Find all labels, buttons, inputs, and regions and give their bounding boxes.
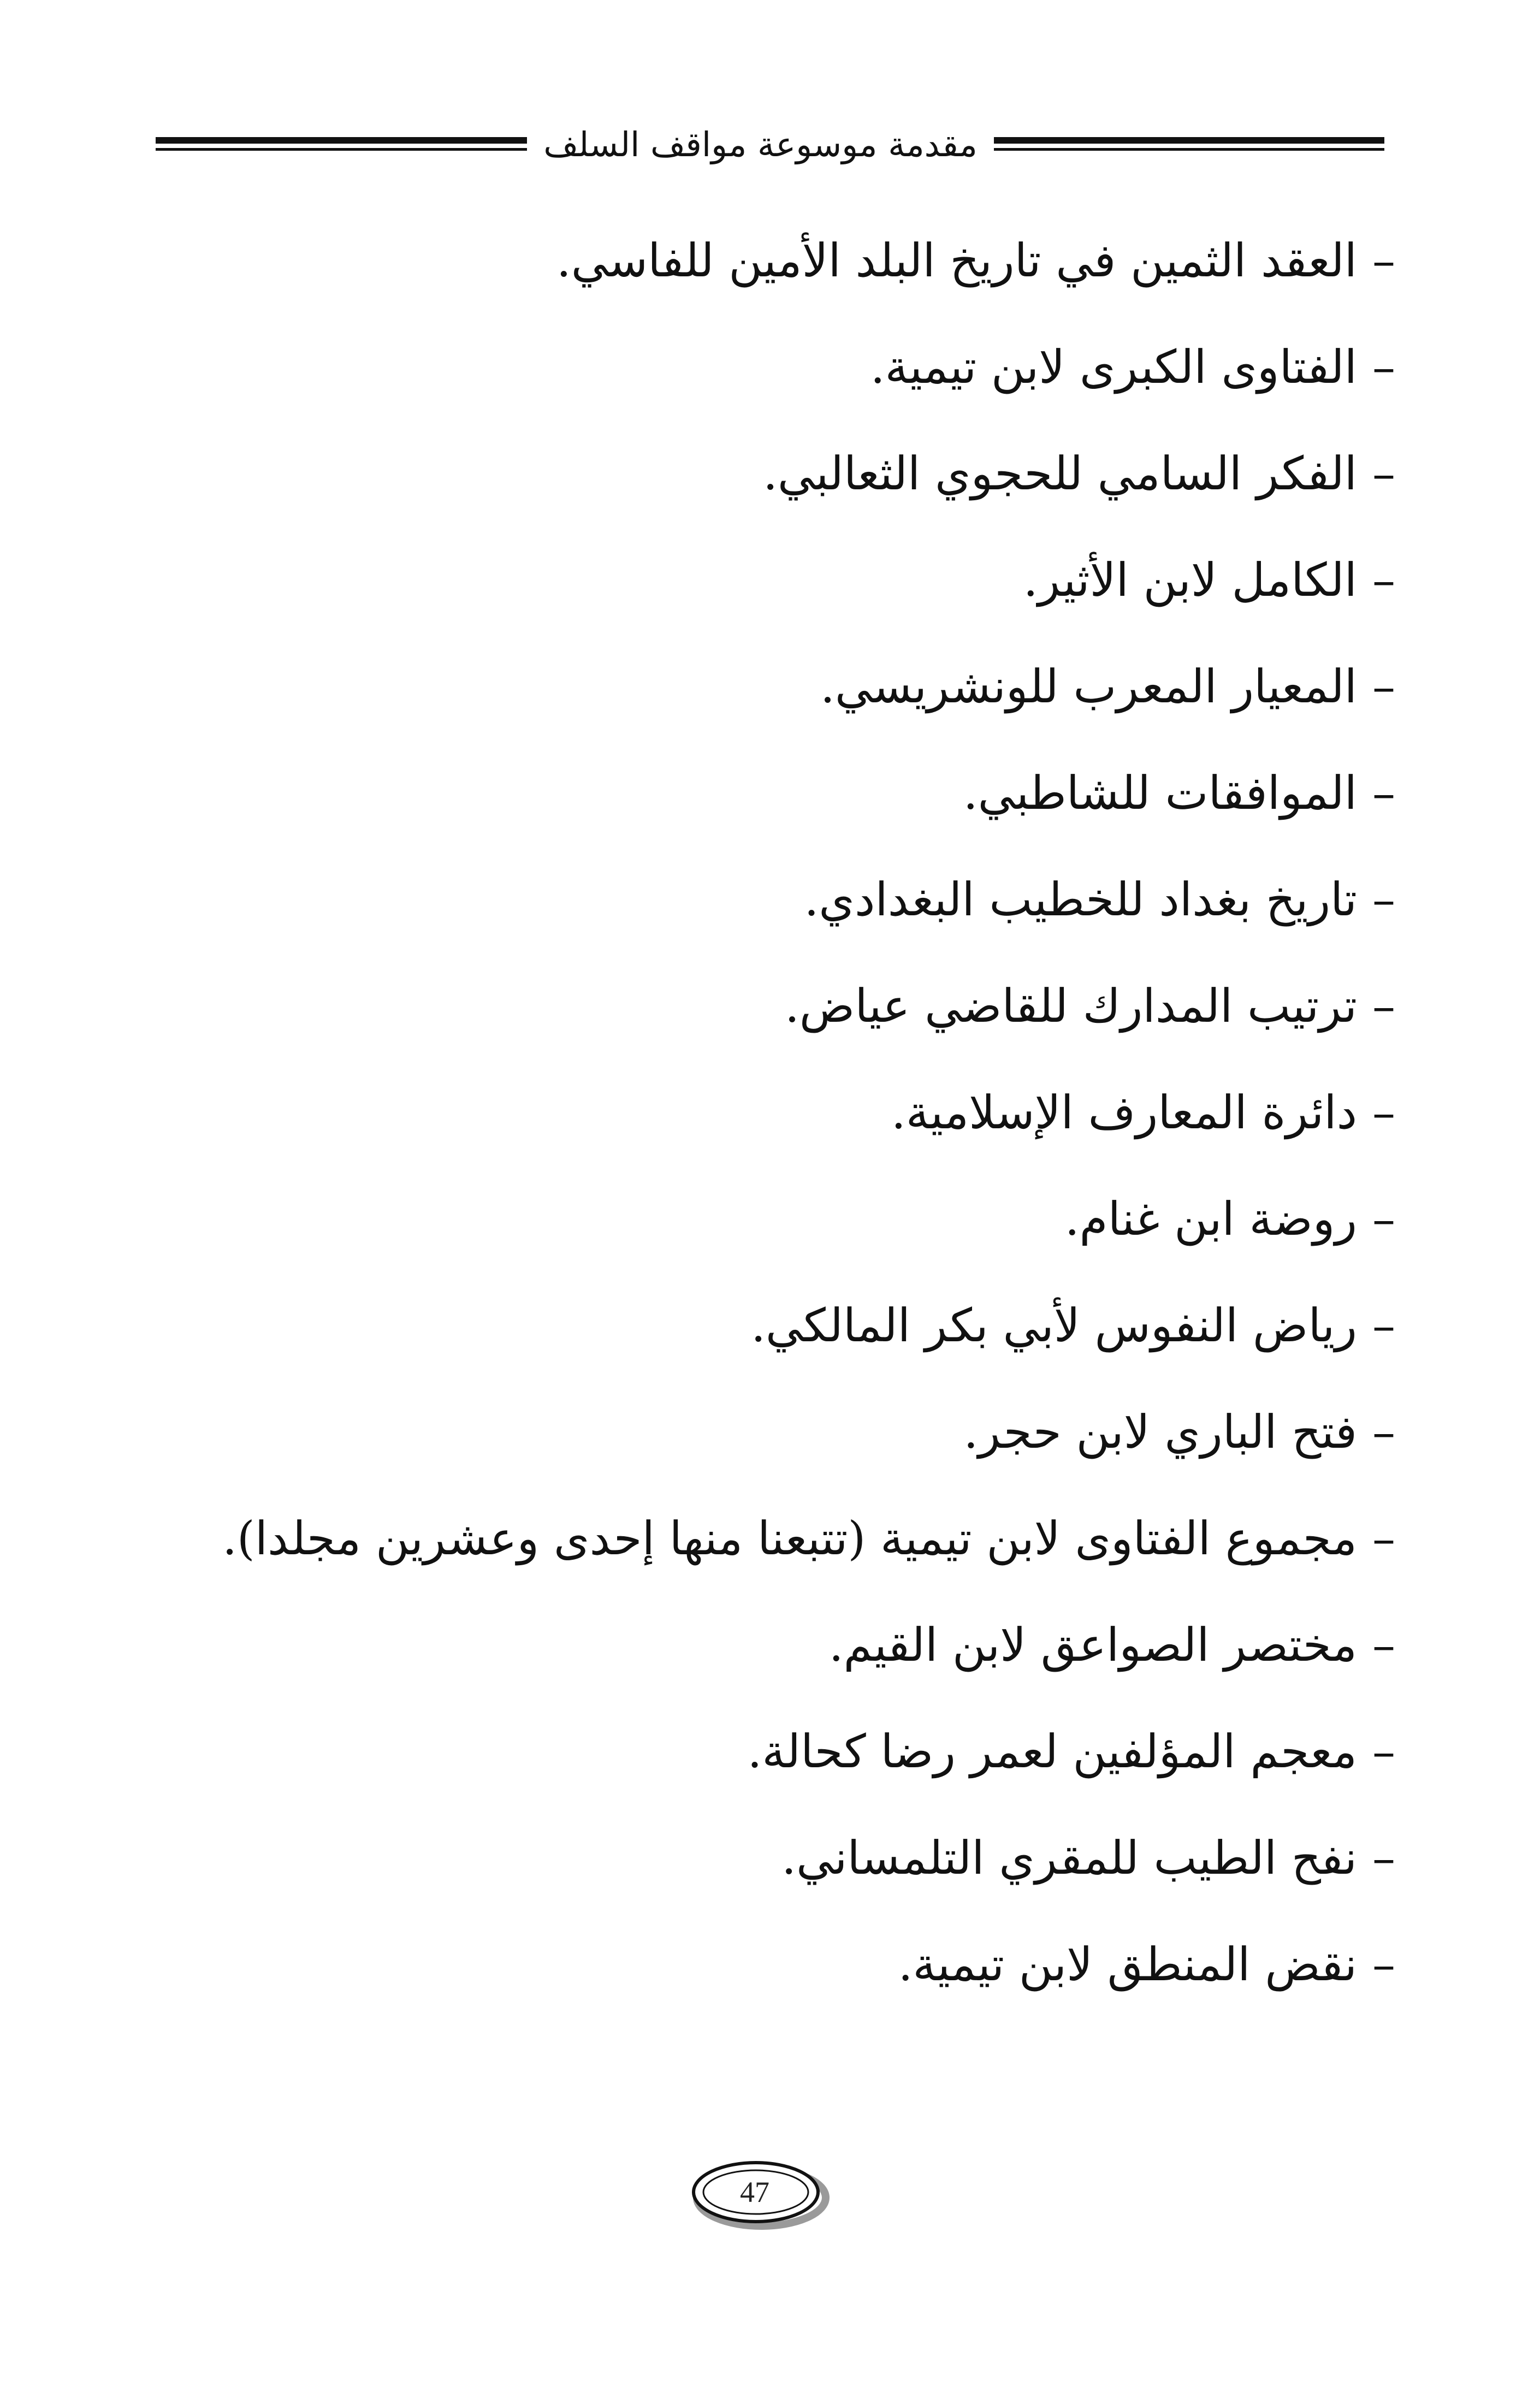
list-item bbox=[139, 1379, 1395, 1485]
page-number: 47 bbox=[740, 2176, 769, 2209]
reference-text: مجموع الفتاوى لابن تيمية (تتبعنا منها إحدى وعشرين مجلدا). bbox=[222, 1512, 1357, 1565]
header-rule-right bbox=[994, 137, 1384, 153]
reference-text: دائرة المعارف الإسلامية. bbox=[891, 1086, 1357, 1139]
list-bullet: – bbox=[1372, 447, 1395, 500]
reference-text: فتح الباري لابن حجر. bbox=[963, 1405, 1357, 1459]
list-bullet: – bbox=[1372, 1725, 1395, 1778]
header-rule-left bbox=[156, 137, 527, 153]
reference-text: الموافقات للشاطبي. bbox=[963, 766, 1357, 820]
reference-text: العقد الثمين في تاريخ البلد الأمين للفاسي. bbox=[556, 234, 1357, 287]
list-item bbox=[139, 314, 1395, 421]
list-item bbox=[139, 633, 1395, 740]
header-title: مقدمة موسوعة مواقف السلف bbox=[543, 125, 978, 164]
reference-text: تاريخ بغداد للخطيب البغدادي. bbox=[804, 873, 1357, 926]
list-bullet: – bbox=[1372, 340, 1395, 394]
list-item bbox=[139, 1911, 1395, 2018]
list-bullet: – bbox=[1372, 1405, 1395, 1459]
list-bullet: – bbox=[1372, 1618, 1395, 1672]
list-item bbox=[139, 1059, 1395, 1166]
reference-text: نفح الطيب للمقري التلمساني. bbox=[781, 1831, 1357, 1885]
reference-text: الكامل لابن الأثير. bbox=[1023, 553, 1357, 607]
reference-text: روضة ابن غنام. bbox=[1064, 1192, 1357, 1246]
reference-text: مختصر الصواعق لابن القيم. bbox=[828, 1618, 1357, 1672]
page-number-badge bbox=[689, 2158, 831, 2240]
list-bullet: – bbox=[1372, 873, 1395, 926]
list-item bbox=[139, 527, 1395, 633]
list-item bbox=[139, 1698, 1395, 1805]
reference-text: معجم المؤلفين لعمر رضا كحالة. bbox=[747, 1725, 1357, 1778]
list-bullet: – bbox=[1372, 1086, 1395, 1139]
list-bullet: – bbox=[1372, 979, 1395, 1033]
list-bullet: – bbox=[1372, 766, 1395, 820]
reference-list bbox=[139, 208, 1395, 2018]
list-item bbox=[139, 421, 1395, 527]
reference-text: رياض النفوس لأبي بكر المالكي. bbox=[751, 1299, 1357, 1352]
list-bullet: – bbox=[1372, 1831, 1395, 1885]
list-bullet: – bbox=[1372, 553, 1395, 607]
reference-text: الفكر السامي للحجوي الثعالبي. bbox=[763, 447, 1357, 500]
list-bullet: – bbox=[1372, 1512, 1395, 1565]
list-item bbox=[139, 1805, 1395, 1911]
reference-text: ترتيب المدارك للقاضي عياض. bbox=[785, 979, 1357, 1033]
list-bullet: – bbox=[1372, 660, 1395, 713]
list-item bbox=[139, 846, 1395, 953]
reference-text: نقض المنطق لابن تيمية. bbox=[898, 1938, 1357, 1991]
list-item bbox=[139, 1592, 1395, 1698]
list-item bbox=[139, 953, 1395, 1059]
list-item bbox=[139, 1485, 1395, 1592]
list-bullet: – bbox=[1372, 234, 1395, 287]
list-bullet: – bbox=[1372, 1192, 1395, 1246]
list-item bbox=[139, 1272, 1395, 1379]
list-bullet: – bbox=[1372, 1299, 1395, 1352]
list-bullet: – bbox=[1372, 1938, 1395, 1991]
list-item bbox=[139, 1166, 1395, 1272]
list-item bbox=[139, 740, 1395, 846]
list-item bbox=[139, 208, 1395, 314]
running-header bbox=[156, 117, 1384, 177]
reference-text: المعيار المعرب للونشريسي. bbox=[820, 660, 1357, 713]
reference-text: الفتاوى الكبرى لابن تيمية. bbox=[870, 340, 1357, 394]
